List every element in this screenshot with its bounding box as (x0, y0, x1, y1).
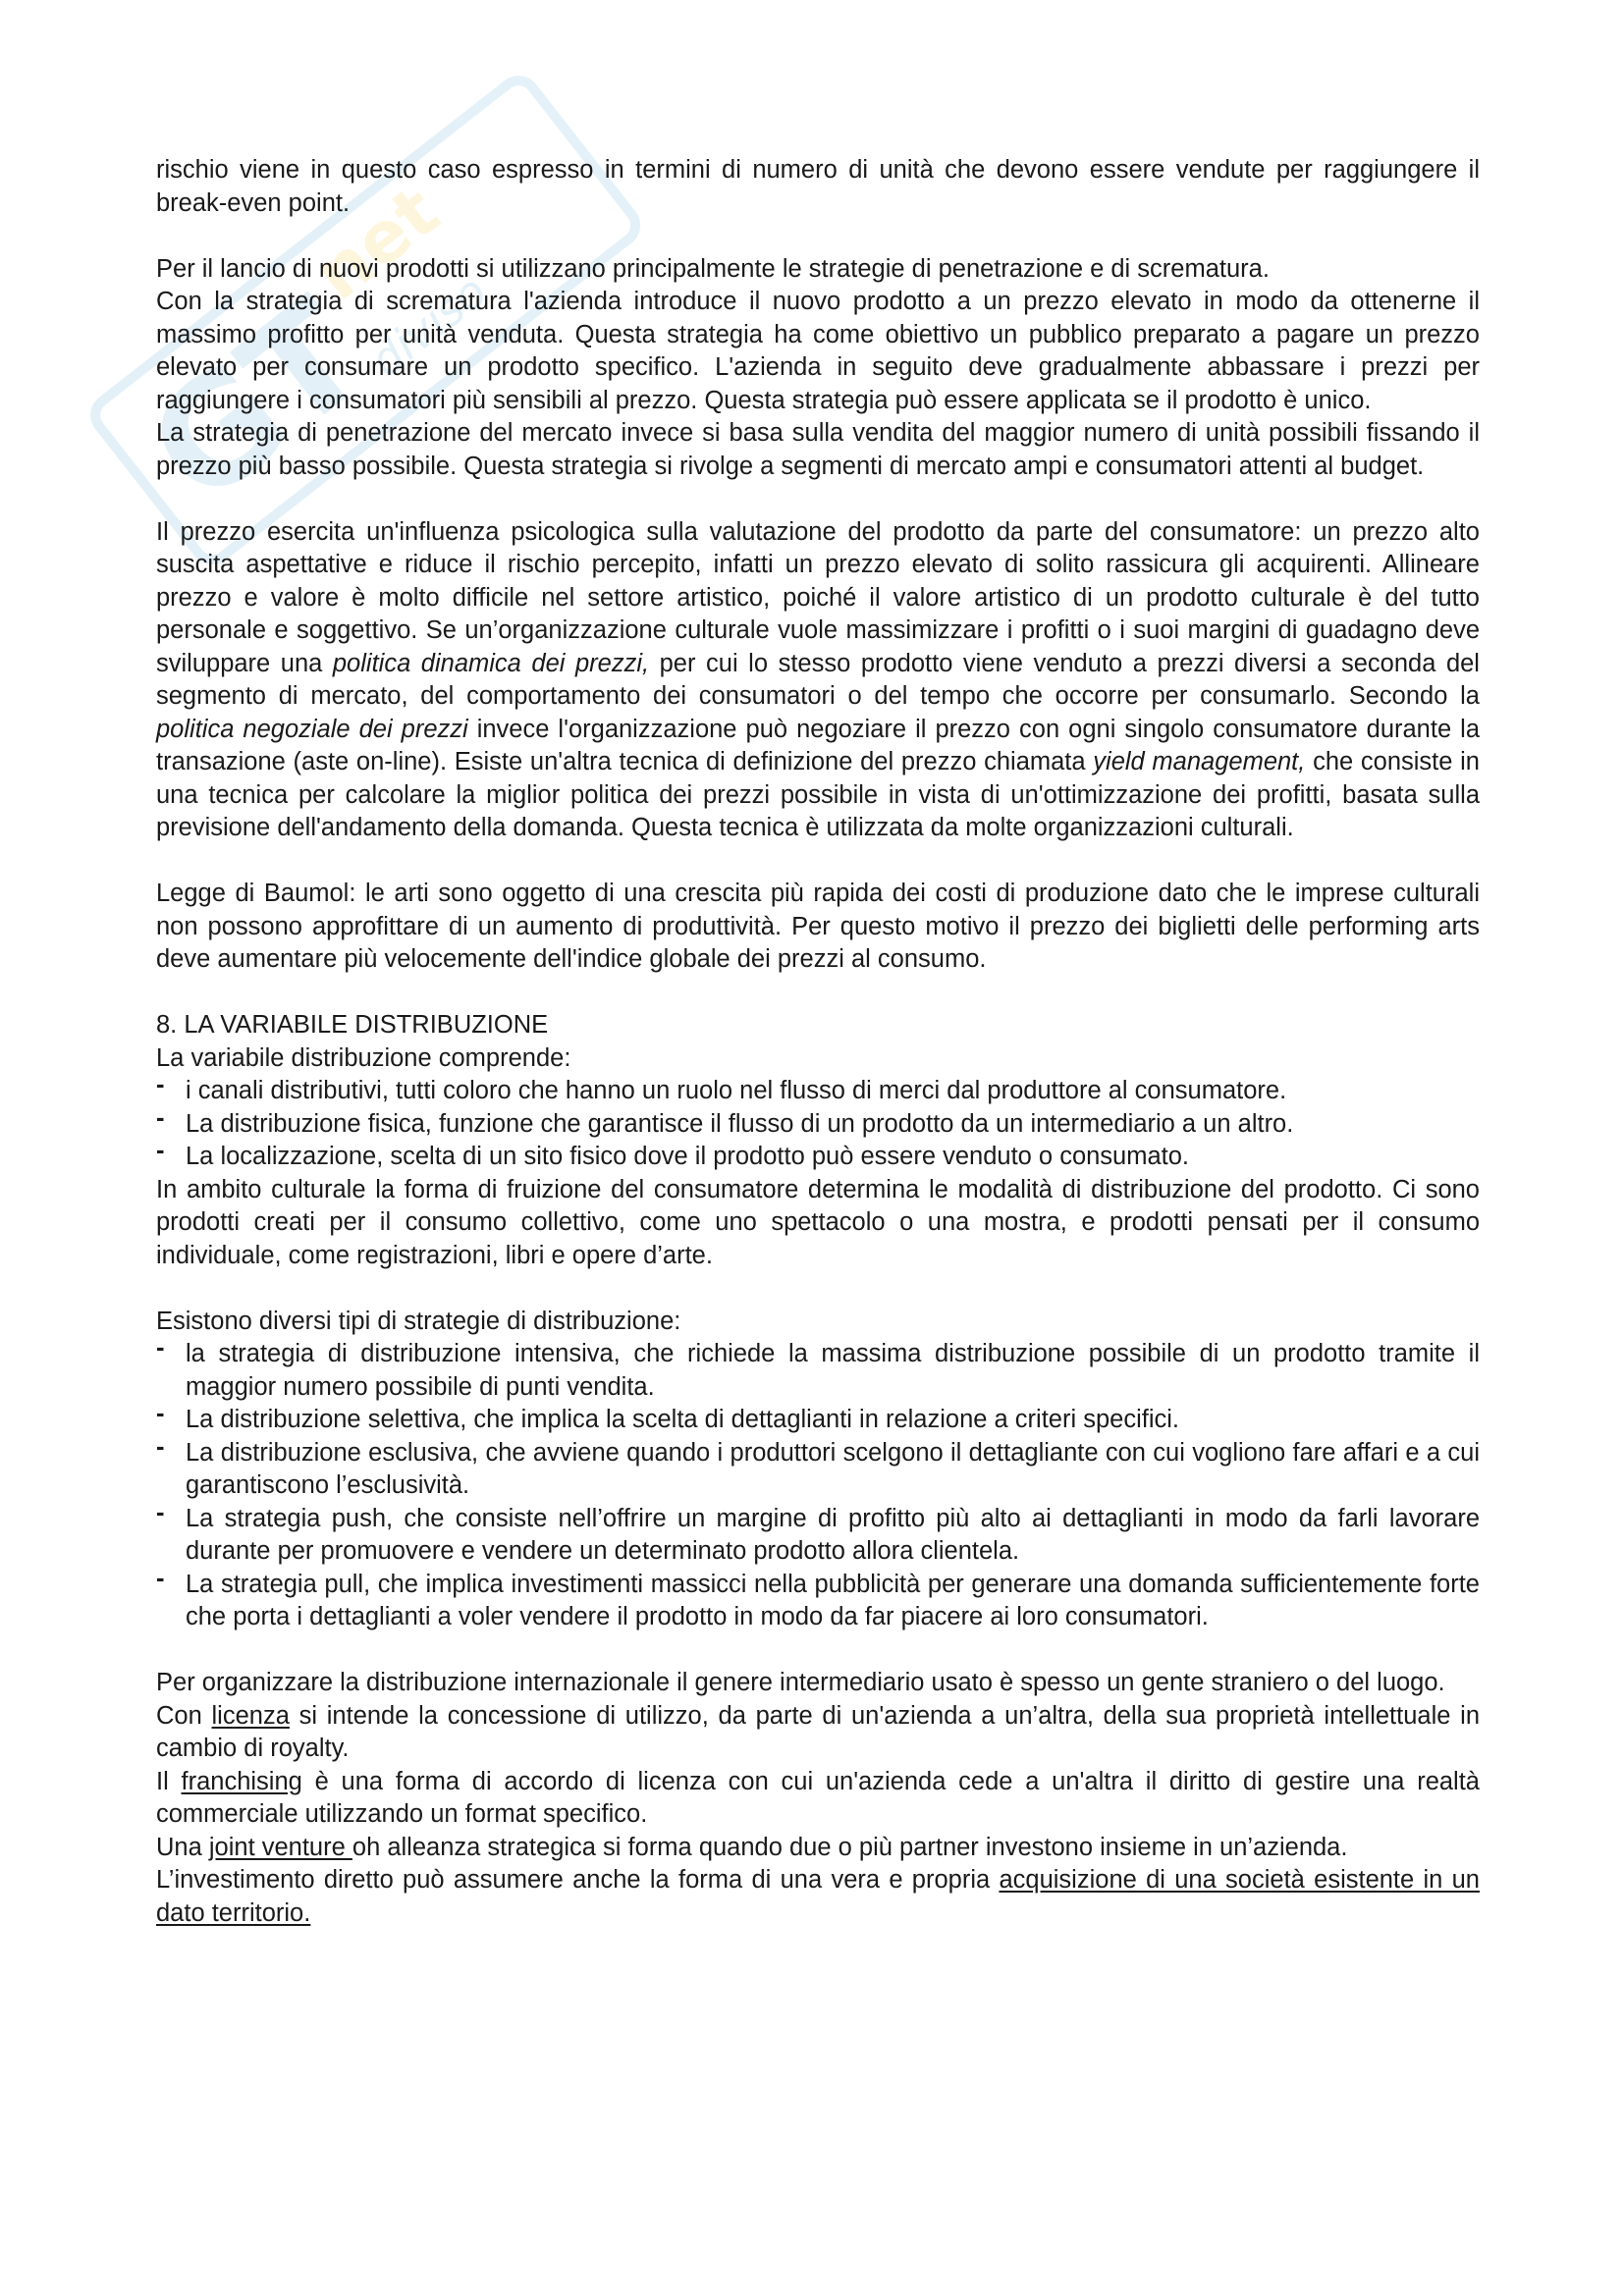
list-item: - la strategia di distribuzione intensiva, che richiede la massima distribuzione possibile di un prodotto tramite il maggior numero possibile di punti vendita. (156, 1338, 1480, 1404)
document-body (156, 154, 1480, 1930)
paragraph-international-distribution: Per organizzare la distribuzione internazionale il genere intermediario usato è spesso un gente straniero o del luogo. (156, 1669, 1445, 1696)
paragraph-licenza: Con licenza si intende la concessione di utilizzo, da parte di un'azienda a un’altra, della sua proprietà intellettuale in cambio di royalty. (156, 1701, 1480, 1762)
list-item: - La localizzazione, scelta di un sito fisico dove il prodotto può essere venduto o consumato. (156, 1141, 1480, 1174)
list-item: - i canali distributivi, tutti coloro che hanno un ruolo nel flusso di merci dal produttore al consumatore. (156, 1075, 1480, 1108)
term-yield-management: yield management, (1093, 748, 1306, 775)
term-dynamic-pricing: politica dinamica dei prezzi, (332, 649, 650, 677)
paragraph-strategies-intro: Esistono diversi tipi di strategie di distribuzione: (156, 1307, 681, 1335)
paragraph-cultural-fruition: In ambito culturale la forma di fruizione del consumatore determina le modalità di distribuzione del prodotto. Ci sono prodotti creati per il consumo collettivo, come uno spettacolo o una mostra, e prodotti pensati per il consumo individuale, come registrazioni, libri e opere d’arte. (156, 1175, 1480, 1269)
list-item: - La distribuzione selettiva, che implica la scelta di dettaglianti in relazione a criteri specifici. (156, 1404, 1480, 1437)
paragraph-launch-strategies: Per il lancio di nuovi prodotti si utilizzano principalmente le strategie di penetrazione e di scrematura. (156, 254, 1270, 283)
paragraph-penetration: La strategia di penetrazione del mercato invece si basa sulla vendita del maggior numero di unità possibili fissando il prezzo più basso possibile. Questa strategia si rivolge a segmenti di mercato ampi e consumatori attenti al budget. (156, 419, 1480, 480)
list-item: - La distribuzione fisica, funzione che garantisce il flusso di un prodotto da un intermediario a un altro. (156, 1108, 1480, 1142)
term-negotiated-pricing: politica negoziale dei prezzi (156, 715, 468, 743)
svg-text:GT: GT (118, 268, 397, 538)
paragraph-joint-venture: Una joint venture oh alleanza strategica si forma quando due o più partner investono insieme in un’azienda. (156, 1833, 1348, 1861)
distribution-components-list (156, 1075, 1480, 1174)
list-item: - La strategia push, che consiste nell’offrire un margine di profitto più alto ai dettaglianti in modo da farli lavorare durante per promuovere e vendere un determinato prodotto allora clientela. (156, 1503, 1480, 1569)
list-item: - La distribuzione esclusiva, che avviene quando i produttori scelgono il dettagliante con cui vogliono fare affari e a cui garantiscono l’esclusività. (156, 1437, 1480, 1503)
paragraph-skimming: Con la strategia di scrematura l'azienda introduce il nuovo prodotto a un prezzo elevato in modo da ottenerne il massimo profitto per unità venduta. Questa strategia ha come obiettivo un pubblico preparato a pagare un prezzo elevato per consumare un prodotto specifico. L'azienda in seguito deve gradualmente abbassare i prezzi per raggiungere i consumatori più sensibili al prezzo. Questa strategia può essere applicata se il prodotto è unico. (156, 288, 1480, 414)
list-item: - La strategia pull, che implica investimenti massicci nella pubblicità per generare una domanda sufficientemente forte che porta i dettaglianti a voler vendere il prodotto in modo da far piacere ai loro consumatori. (156, 1569, 1480, 1634)
paragraph-franchising: Il franchising è una forma di accordo di licenza con cui un'azienda cede a un'altra il diritto di gestire una realtà commerciale utilizzando un format specifico. (156, 1767, 1480, 1828)
svg-text:diviso: diviso (359, 264, 497, 388)
svg-text:net: net (298, 170, 455, 317)
term-joint-venture: joint venture (208, 1833, 352, 1861)
term-franchising: franchising (181, 1767, 302, 1795)
paragraph-direct-investment: L’investimento diretto può assumere anche la forma di una vera e propria acquisizione di una società esistente in un dato territorio. (156, 1866, 1480, 1927)
paragraph-distribution-intro: La variabile distribuzione comprende: (156, 1043, 571, 1072)
term-acquisition: acquisizione di una società esistente in un dato territorio. (156, 1866, 1480, 1927)
section-title-distribution: 8. LA VARIABILE DISTRIBUZIONE (156, 1011, 549, 1039)
distribution-strategies-list (156, 1338, 1480, 1634)
paragraph-baumol-law: Legge di Baumol: le arti sono oggetto di una crescita più rapida dei costi di produzione dato che le imprese culturali non possono approfittare di un aumento di produttività. Per questo motivo il prezzo dei biglietti delle performing arts deve aumentare più velocemente dell'indice globale dei prezzi al consumo. (156, 880, 1480, 973)
paragraph-price-psychology: Il prezzo esercita un'influenza psicologica sulla valutazione del prodotto da parte del consumatore: un prezzo alto suscita aspettative e riduce il rischio percepito, infatti un prezzo elevato di solito rassicura gli acquirenti. Allineare prezzo e valore è molto difficile nel settore artistico, poiché il valore artistico di un prodotto culturale è del tutto personale e soggettivo. Se un’organizzazione culturale vuole massimizzare i profitti o i suoi margini di guadagno deve sviluppare una politica dinamica dei prezzi, per cui lo stesso prodotto viene venduto a prezzi diversi a seconda del segmento di mercato, del comportamento dei consumatori o del tempo che occorre per consumarlo. Secondo la politica negoziale dei prezzi invece l'organizzazione può negoziare il prezzo con ogni singolo consumatore durante la transazione (aste on-line). Esiste un'altra tecnica di definizione del prezzo chiamata yield management, che consiste in una tecnica per calcolare la miglior politica dei prezzi possibile in vista di un'ottimizzazione dei profitti, basata sulla previsione dell'andamento della domanda. Questa tecnica è utilizzata da molte organizzazioni culturali. (156, 517, 1480, 841)
paragraph-break-even: rischio viene in questo caso espresso in termini di numero di unità che devono essere vendute per raggiungere il break-even point. (156, 156, 1480, 217)
term-licenza: licenza (211, 1701, 290, 1730)
